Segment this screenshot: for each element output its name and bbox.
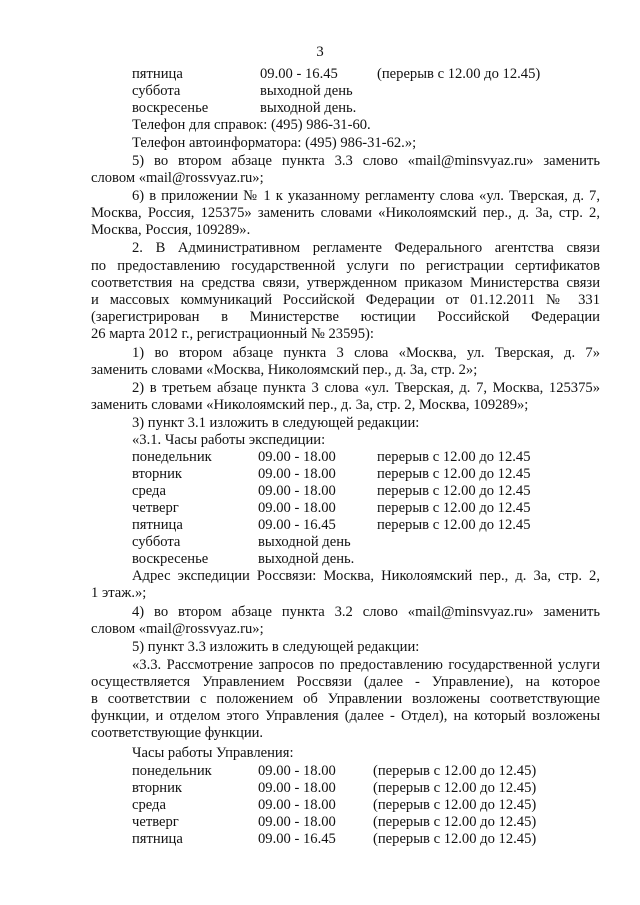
schedule-day: пятница bbox=[132, 66, 183, 82]
schedule-hours: выходной день bbox=[258, 534, 351, 550]
paragraph-line: 26 марта 2012 г., регистрационный № 23595): bbox=[91, 326, 374, 342]
schedule-hours: 09.00 - 16.45 bbox=[260, 66, 338, 82]
paragraph-line: соответствия на средства связи, утвержденном приказом Министерства связи bbox=[91, 275, 600, 291]
schedule-break: (перерыв с 12.00 до 12.45) bbox=[373, 763, 537, 779]
paragraph-line: Москва, Россия, 125375» заменить словами «Николоямский пер., д. 3а, стр. 2, bbox=[91, 205, 600, 221]
paragraph-line: «3.1. Часы работы экспедиции: bbox=[132, 432, 326, 448]
schedule-day: вторник bbox=[132, 466, 183, 482]
schedule-hours: выходной день. bbox=[260, 100, 357, 116]
schedule-day: четверг bbox=[132, 814, 179, 830]
paragraph-line: «3.3. Рассмотрение запросов по предоставлению государственной услуги bbox=[132, 657, 600, 673]
page-number: 3 bbox=[316, 44, 324, 60]
schedule-hours: 09.00 - 18.00 bbox=[258, 449, 336, 465]
schedule-break: перерыв с 12.00 до 12.45 bbox=[377, 517, 531, 533]
paragraph-line: словом «mail@rossvyaz.ru»; bbox=[91, 170, 264, 186]
schedule-break: перерыв с 12.00 до 12.45 bbox=[377, 466, 531, 482]
phone-info: Телефон для справок: (495) 986-31-60. bbox=[132, 117, 371, 133]
paragraph-line: функции, и отделом этого Управления (далее - Отдел), на который возложены bbox=[91, 708, 600, 724]
schedule-day: воскресенье bbox=[132, 100, 209, 116]
schedule-break: (перерыв с 12.00 до 12.45) bbox=[373, 780, 537, 796]
paragraph-line: заменить словами «Москва, Николоямский пер., д. 3а, стр. 2»; bbox=[91, 362, 478, 378]
paragraph-line: 6) в приложении № 1 к указанному регламенту слова «ул. Тверская, д. 7, bbox=[132, 188, 600, 204]
schedule-break: (перерыв с 12.00 до 12.45) bbox=[373, 814, 537, 830]
paragraph-line: Адрес экспедиции Россвязи: Москва, Николоямский пер., д. 3а, стр. 2, bbox=[132, 568, 600, 584]
schedule-day: пятница bbox=[132, 517, 183, 533]
paragraph-line: 4) во втором абзаце пункта 3.2 слово «mail@minsvyaz.ru» заменить bbox=[132, 604, 600, 620]
schedule-break: перерыв с 12.00 до 12.45 bbox=[377, 500, 531, 516]
schedule-hours: 09.00 - 18.00 bbox=[258, 780, 336, 796]
schedule-break: (перерыв с 12.00 до 12.45) bbox=[373, 831, 537, 847]
schedule-hours: выходной день bbox=[260, 83, 353, 99]
paragraph-line: осуществляется Управлением Россвязи (далее - Управление), на которое bbox=[91, 674, 600, 690]
schedule-hours: 09.00 - 18.00 bbox=[258, 763, 336, 779]
schedule-day: среда bbox=[132, 483, 166, 499]
schedule-break: (перерыв с 12.00 до 12.45) bbox=[377, 66, 541, 82]
schedule-hours: 09.00 - 18.00 bbox=[258, 500, 336, 516]
paragraph-line: заменить словами «Николоямский пер., д. 3а, стр. 2, Москва, 109289»; bbox=[91, 397, 529, 413]
schedule-hours: 09.00 - 18.00 bbox=[258, 814, 336, 830]
schedule-hours: 09.00 - 18.00 bbox=[258, 797, 336, 813]
paragraph-line: (зарегистрирован в Министерстве юстиции Российской Федерации bbox=[91, 309, 600, 325]
paragraph-line: Москва, Россия, 109289». bbox=[91, 222, 251, 238]
paragraph-line: 5) пункт 3.3 изложить в следующей редакции: bbox=[132, 639, 420, 655]
paragraph-line: 1) во втором абзаце пункта 3 слова «Москва, ул. Тверская, д. 7» bbox=[132, 345, 600, 361]
schedule-hours: 09.00 - 16.45 bbox=[258, 517, 336, 533]
schedule-day: суббота bbox=[132, 534, 181, 550]
management-hours-title: Часы работы Управления: bbox=[132, 745, 294, 761]
phone-autoinformer: Телефон автоинформатора: (495) 986-31-62.»; bbox=[132, 135, 417, 151]
schedule-hours: 09.00 - 18.00 bbox=[258, 466, 336, 482]
schedule-break: (перерыв с 12.00 до 12.45) bbox=[373, 797, 537, 813]
paragraph-line: 1 этаж.»; bbox=[91, 585, 147, 601]
schedule-day: вторник bbox=[132, 780, 183, 796]
paragraph-line: 5) во втором абзаце пункта 3.3 слово «mail@minsvyaz.ru» заменить bbox=[132, 153, 600, 169]
schedule-day: понедельник bbox=[132, 763, 212, 779]
schedule-break: перерыв с 12.00 до 12.45 bbox=[377, 449, 531, 465]
paragraph-line: 2. В Административном регламенте Федерального агентства связи bbox=[132, 240, 600, 256]
schedule-day: суббота bbox=[132, 83, 181, 99]
paragraph-line: и массовых коммуникаций Российской Федерации от 01.12.2011 № 331 bbox=[91, 292, 600, 308]
paragraph-line: 3) пункт 3.1 изложить в следующей редакции: bbox=[132, 415, 420, 431]
schedule-day: среда bbox=[132, 797, 166, 813]
paragraph-line: в соответствии с положением об Управлении возложены соответствующие bbox=[91, 691, 600, 707]
paragraph-line: 2) в третьем абзаце пункта 3 слова «ул. Тверская, д. 7, Москва, 125375» bbox=[132, 380, 600, 396]
schedule-day: пятница bbox=[132, 831, 183, 847]
schedule-break: перерыв с 12.00 до 12.45 bbox=[377, 483, 531, 499]
schedule-day: воскресенье bbox=[132, 551, 209, 567]
schedule-day: понедельник bbox=[132, 449, 212, 465]
schedule-day: четверг bbox=[132, 500, 179, 516]
schedule-hours: выходной день. bbox=[258, 551, 355, 567]
schedule-hours: 09.00 - 16.45 bbox=[258, 831, 336, 847]
paragraph-line: словом «mail@rossvyaz.ru»; bbox=[91, 621, 264, 637]
paragraph-line: по предоставлению государственной услуги по регистрации сертификатов bbox=[91, 258, 600, 274]
paragraph-line: соответствующие функции. bbox=[91, 725, 264, 741]
schedule-hours: 09.00 - 18.00 bbox=[258, 483, 336, 499]
